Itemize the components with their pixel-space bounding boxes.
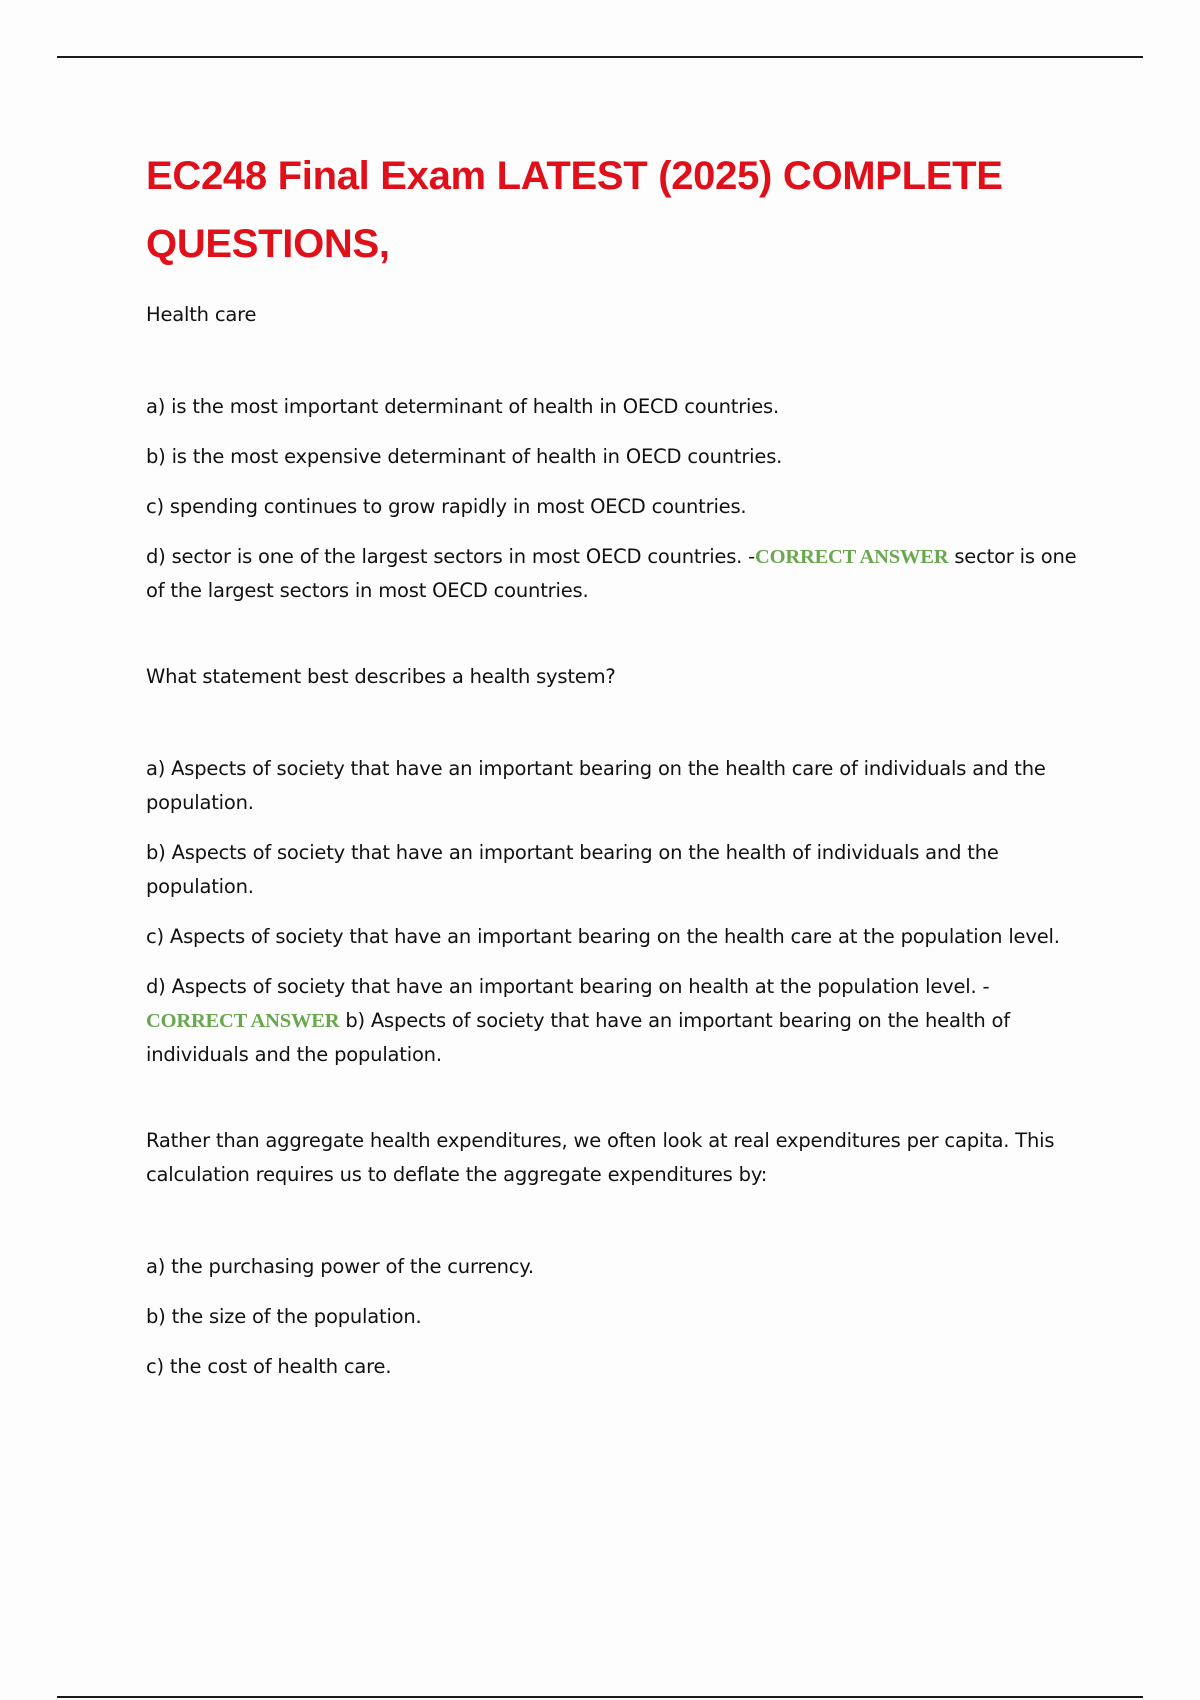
option-c: c) spending continues to grow rapidly in most OECD countries.	[146, 495, 747, 518]
question-stem: Health care	[146, 303, 257, 326]
question-stem: What statement best describes a health system?	[146, 665, 616, 688]
option-b: b) is the most expensive determinant of health in OECD countries.	[146, 445, 783, 468]
correct-answer-label: CORRECT ANSWER	[146, 1010, 340, 1032]
question-1	[146, 298, 1090, 608]
option-b: b) the size of the population.	[146, 1305, 422, 1328]
question-stem: Rather than aggregate health expenditures, we often look at real expenditures per capita. This calculation requires us to deflate the aggregate expenditures by:	[146, 1129, 1055, 1186]
option-d: d) Aspects of society that have an important bearing on health at the population level. -	[146, 975, 990, 998]
option-b: b) Aspects of society that have an important bearing on the health of individuals and the population.	[146, 841, 999, 898]
option-d-with-answer	[146, 540, 1090, 608]
correct-answer-label: CORRECT ANSWER	[755, 546, 949, 568]
document-title: EC248 Final Exam LATEST (2025) COMPLETE QUESTIONS,	[146, 154, 1003, 266]
option-c: c) Aspects of society that have an important bearing on the health care at the population level.	[146, 925, 1060, 948]
option-d-with-answer	[146, 970, 1090, 1072]
option-a: a) Aspects of society that have an important bearing on the health care of individuals and the population.	[146, 757, 1046, 814]
question-3	[146, 1124, 1090, 1384]
option-a: a) the purchasing power of the currency.	[146, 1255, 534, 1278]
option-c: c) the cost of health care.	[146, 1355, 392, 1378]
answer-text: sector is one of the largest sectors in most OECD countries.	[146, 545, 1077, 602]
footer-rule	[57, 1696, 1143, 1698]
document-body	[146, 142, 1090, 1400]
answer-text: b) Aspects of society that have an important bearing on the health of individuals and the population.	[146, 1009, 1010, 1066]
question-2	[146, 660, 1090, 1072]
option-d: d) sector is one of the largest sectors in most OECD countries. -	[146, 545, 756, 568]
header-rule	[57, 56, 1143, 58]
option-a: a) is the most important determinant of health in OECD countries.	[146, 395, 780, 418]
